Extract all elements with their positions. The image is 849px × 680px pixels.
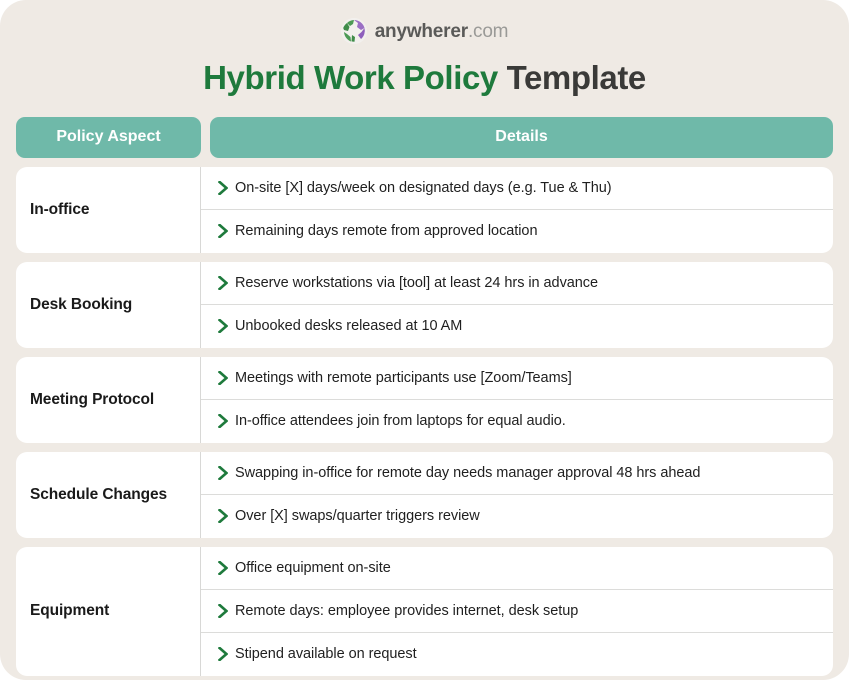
- detail-bullet-text: In-office attendees join from laptops for equal audio.: [235, 413, 566, 430]
- policy-aspect-label: Schedule Changes: [16, 452, 201, 538]
- chevron-right-icon: [218, 647, 228, 661]
- page-title-accent: Hybrid Work Policy: [203, 59, 498, 96]
- detail-bullet: [201, 495, 833, 538]
- column-header-details: Details: [210, 117, 833, 158]
- chevron-right-icon: [218, 414, 228, 428]
- table-row: [16, 547, 833, 676]
- table-row: [16, 357, 833, 443]
- chevron-right-icon: [218, 466, 228, 480]
- brand-name: anywherer: [374, 20, 468, 42]
- policy-aspect-label: In-office: [16, 167, 201, 253]
- detail-bullet: [201, 357, 833, 400]
- policy-aspect-label: Meeting Protocol: [16, 357, 201, 443]
- page-title-rest: Template: [497, 59, 646, 96]
- chevron-right-icon: [218, 604, 228, 618]
- detail-bullet: [201, 590, 833, 633]
- detail-bullet-text: On-site [X] days/week on designated days (e.g. Tue & Thu): [235, 179, 612, 196]
- brand-wordmark: [375, 22, 509, 41]
- policy-aspect-label: Desk Booking: [16, 262, 201, 348]
- policy-details-cell: [201, 452, 833, 538]
- detail-bullet: [201, 167, 833, 210]
- detail-bullet-text: Stipend available on request: [235, 646, 417, 663]
- chevron-right-icon: [218, 181, 228, 195]
- table-header-row: [16, 117, 833, 158]
- detail-bullet-text: Reserve workstations via [tool] at least 24 hrs in advance: [235, 274, 599, 291]
- chevron-right-icon: [218, 371, 228, 385]
- detail-bullet-text: Over [X] swaps/quarter triggers review: [235, 508, 480, 525]
- policy-table: [16, 117, 833, 676]
- detail-bullet-text: Office equipment on-site: [235, 559, 391, 576]
- table-row: [16, 167, 833, 253]
- detail-bullet: [201, 210, 833, 253]
- detail-bullet-text: Remaining days remote from approved location: [235, 223, 538, 240]
- policy-aspect-label: Equipment: [16, 547, 201, 676]
- detail-bullet: [201, 305, 833, 348]
- brand-tld: .com: [467, 20, 509, 42]
- table-row: [16, 262, 833, 348]
- detail-bullet: [201, 452, 833, 495]
- detail-bullet: [201, 262, 833, 305]
- policy-details-cell: [201, 167, 833, 253]
- policy-details-cell: [201, 357, 833, 443]
- detail-bullet: [201, 400, 833, 443]
- detail-bullet-text: Swapping in-office for remote day needs manager approval 48 hrs ahead: [235, 464, 701, 481]
- table-row: [16, 452, 833, 538]
- globe-icon: [341, 18, 367, 44]
- chevron-right-icon: [218, 276, 228, 290]
- policy-details-cell: [201, 547, 833, 676]
- column-header-policy-aspect: Policy Aspect: [16, 117, 201, 158]
- chevron-right-icon: [218, 224, 228, 238]
- detail-bullet-text: Meetings with remote participants use [Zoom/Teams]: [235, 369, 572, 386]
- policy-details-cell: [201, 262, 833, 348]
- table-body: [16, 167, 833, 676]
- detail-bullet: [201, 547, 833, 590]
- detail-bullet-text: Unbooked desks released at 10 AM: [235, 318, 463, 335]
- page-title: [0, 58, 849, 98]
- detail-bullet: [201, 633, 833, 676]
- detail-bullet-text: Remote days: employee provides internet, desk setup: [235, 602, 579, 619]
- chevron-right-icon: [218, 561, 228, 575]
- chevron-right-icon: [218, 509, 228, 523]
- brand-header: [0, 0, 849, 46]
- chevron-right-icon: [218, 319, 228, 333]
